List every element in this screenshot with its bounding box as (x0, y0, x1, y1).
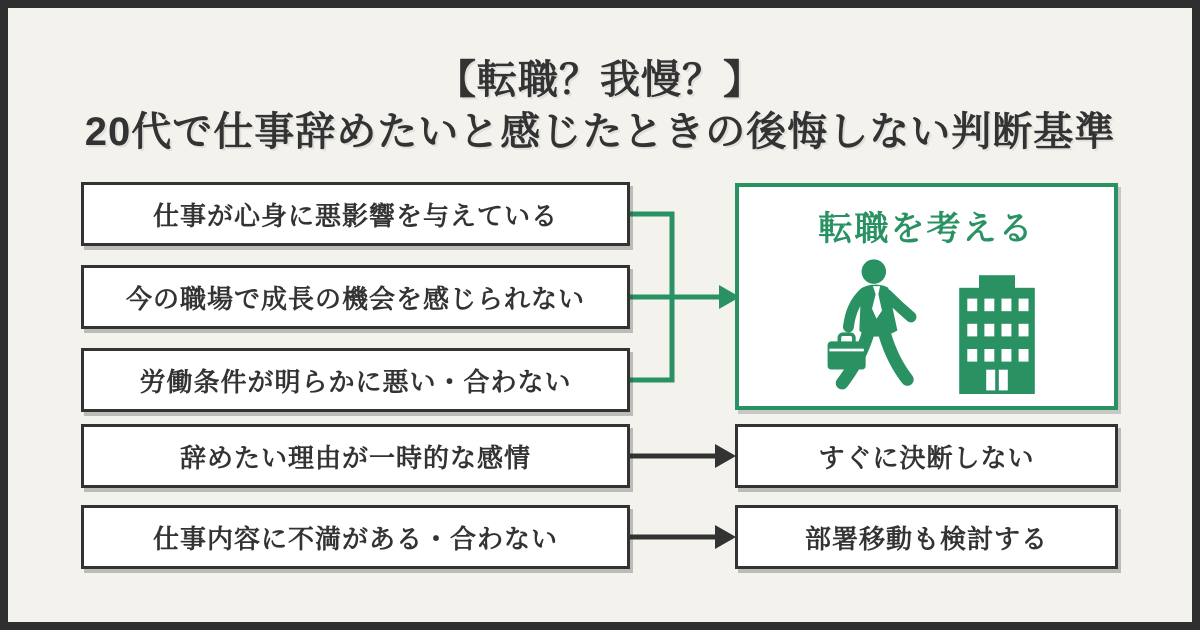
reason-box-no-growth (81, 265, 630, 329)
caution-reason-label: 辞めたい理由が一時的な感情 (179, 442, 531, 473)
reason-label: 労働条件が明らかに悪い・合わない (139, 366, 572, 397)
reason-label: 今の職場で成長の機会を感じられない (125, 283, 585, 314)
office-building-icon (952, 268, 1042, 394)
reason-label: 仕事が心身に悪影響を与えている (152, 200, 558, 231)
reason-box-bad-conditions (81, 348, 630, 412)
conclusion-icons (812, 258, 1042, 394)
advice-box-consider-department-transfer (735, 505, 1118, 569)
page-title-line1: 【転職？我慢？】 (436, 58, 764, 102)
advice-label: すぐに決断しない (818, 442, 1035, 473)
caution-box-job-content-dissatisfaction (81, 505, 630, 569)
black-arrowhead-icon-2 (715, 525, 736, 549)
page-title-line2: 20代で仕事辞めたいと感じたときの後悔しない判断基準 (84, 110, 1116, 154)
caution-box-temporary-emotion (81, 424, 630, 488)
page-title (0, 54, 1200, 158)
businessman-icon (812, 258, 932, 394)
black-arrowhead-icon-1 (715, 444, 736, 468)
reason-box-bad-health (81, 182, 630, 246)
advice-label: 部署移動も検討する (804, 523, 1048, 554)
conclusion-box-consider-job-change (735, 183, 1118, 410)
advice-box-dont-decide-quickly (735, 424, 1118, 488)
conclusion-label: 転職を考える (818, 210, 1035, 248)
caution-reason-label: 仕事内容に不満がある・合わない (152, 523, 558, 554)
